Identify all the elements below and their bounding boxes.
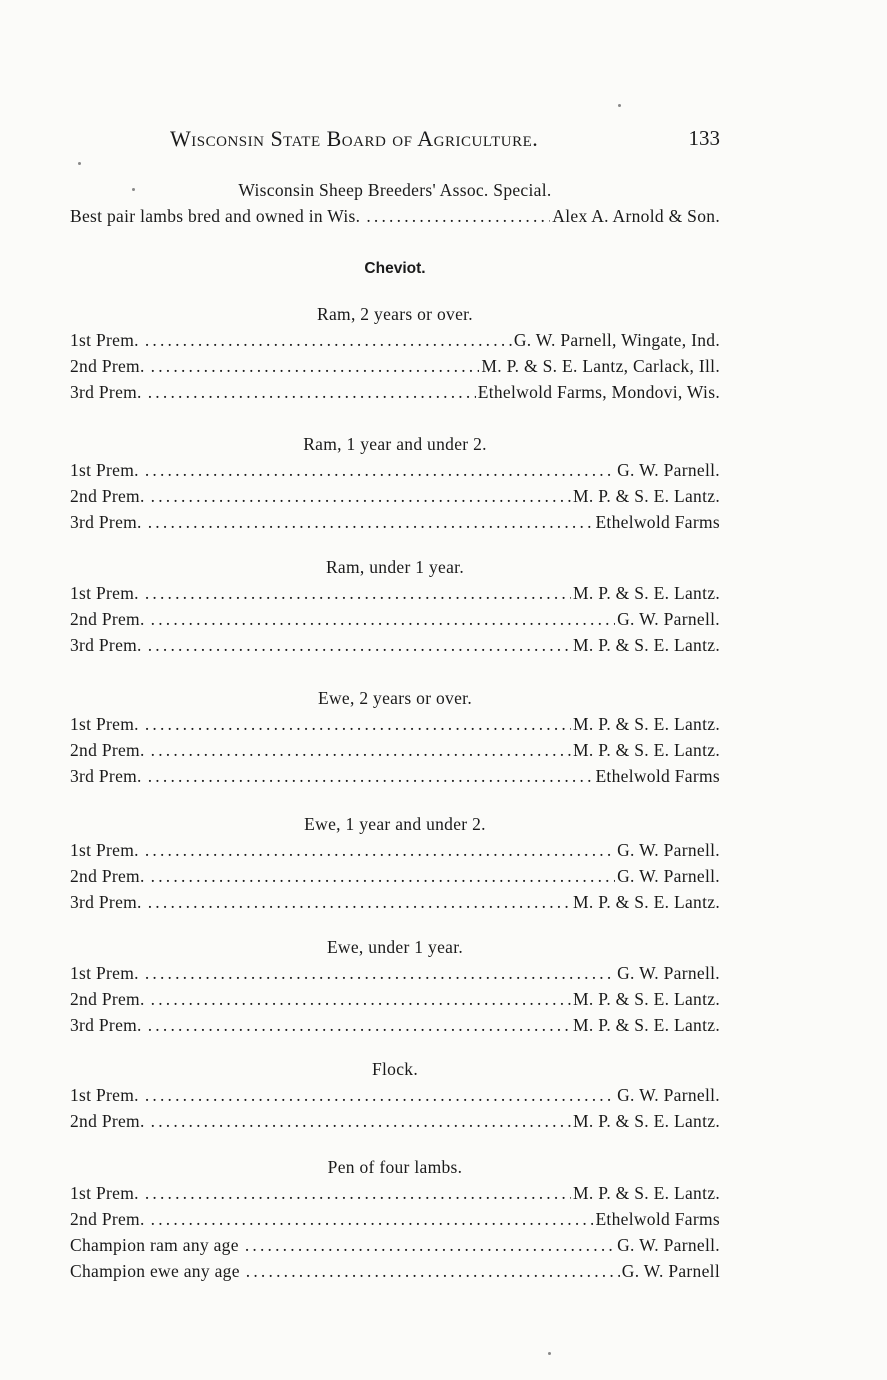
entry-label: 2nd Prem. <box>70 1209 145 1229</box>
entry-value: G. W. Parnell <box>621 1261 720 1281</box>
class-title: Ewe, 1 year and under 2. <box>304 814 486 834</box>
leader-dots <box>245 1235 615 1256</box>
entry-label: Champion ram any age <box>70 1235 239 1255</box>
entry-row <box>70 840 720 866</box>
leader-dots <box>145 840 615 861</box>
leader-dots <box>246 1261 620 1282</box>
entry-value: G. W. Parnell. <box>617 460 720 480</box>
entry-value: M. P. & S. E. Lantz. <box>573 740 720 760</box>
entry-value: Ethelwold Farms <box>595 766 720 786</box>
entry-row <box>70 1085 720 1111</box>
leader-dots <box>145 1085 615 1106</box>
class-title: Ram, under 1 year. <box>325 557 465 577</box>
leader-dots <box>151 1111 571 1132</box>
entry-label: 3rd Prem. <box>70 635 142 655</box>
entry-label: 1st Prem. <box>70 460 139 480</box>
entry-row <box>70 486 720 512</box>
entry-row <box>70 1209 720 1235</box>
page-number: 133 <box>688 126 720 150</box>
class-ewe-under-1 <box>70 937 720 1041</box>
entry-label: 2nd Prem. <box>70 609 145 629</box>
class-title: Pen of four lambs. <box>327 1157 463 1177</box>
entry-label: 1st Prem. <box>70 1085 139 1105</box>
leader-dots <box>151 356 480 377</box>
entry-row <box>70 714 720 740</box>
entry-value: M. P. & S. E. Lantz. <box>573 486 720 506</box>
entry-value: Alex A. Arnold & Son. <box>552 206 720 226</box>
entry-row <box>70 963 720 989</box>
leader-dots <box>148 766 594 787</box>
entry-label: 1st Prem. <box>70 583 139 603</box>
entry-label: Best pair lambs bred and owned in Wis. <box>70 206 361 226</box>
leader-dots <box>145 963 615 984</box>
leader-dots <box>148 382 476 403</box>
entry-value: M. P. & S. E. Lantz. <box>573 989 720 1009</box>
class-ram-2-years <box>70 304 720 408</box>
class-title: Flock. <box>371 1059 419 1079</box>
entry-row <box>70 460 720 486</box>
leader-dots <box>151 609 615 630</box>
entry-row <box>70 766 720 792</box>
leader-dots <box>145 583 571 604</box>
entry-label: 3rd Prem. <box>70 1015 142 1035</box>
speck-mark <box>132 188 135 191</box>
leader-dots <box>151 486 571 507</box>
entry-value: G. W. Parnell. <box>617 866 720 886</box>
entry-value: G. W. Parnell. <box>617 1085 720 1105</box>
entry-row <box>70 1183 720 1209</box>
entry-row <box>70 583 720 609</box>
special-heading: Wisconsin Sheep Breeders' Assoc. Special. <box>238 180 552 200</box>
entry-row <box>70 866 720 892</box>
leader-dots <box>145 1183 571 1204</box>
entry-label: 3rd Prem. <box>70 382 142 402</box>
entry-row <box>70 1261 720 1287</box>
entry-label: 1st Prem. <box>70 840 139 860</box>
entry-label: 2nd Prem. <box>70 356 145 376</box>
entry-row <box>70 1235 720 1261</box>
entry-value: M. P. & S. E. Lantz. <box>573 1111 720 1131</box>
class-title: Ram, 1 year and under 2. <box>303 434 487 454</box>
entry-value: M. P. & S. E. Lantz. <box>573 1183 720 1203</box>
leader-dots <box>148 1015 571 1036</box>
breed-heading <box>70 260 720 278</box>
entry-row <box>70 356 720 382</box>
leader-dots <box>151 1209 594 1230</box>
entry-value: G. W. Parnell, Wingate, Ind. <box>513 330 720 350</box>
breed-title: Cheviot. <box>364 260 426 277</box>
speck-mark <box>618 104 621 107</box>
leader-dots <box>148 635 571 656</box>
entry-label: 2nd Prem. <box>70 866 145 886</box>
special-entry <box>70 206 720 232</box>
entry-value: M. P. & S. E. Lantz. <box>573 583 720 603</box>
entry-row <box>70 512 720 538</box>
entry-label: 1st Prem. <box>70 963 139 983</box>
entry-row <box>70 1111 720 1137</box>
entry-label: 1st Prem. <box>70 714 139 734</box>
entry-label: 2nd Prem. <box>70 740 145 760</box>
entry-label: Champion ewe any age <box>70 1261 240 1281</box>
entry-row <box>70 609 720 635</box>
entry-value: G. W. Parnell. <box>617 840 720 860</box>
class-title: Ram, 2 years or over. <box>317 304 473 324</box>
class-title: Ewe, under 1 year. <box>326 937 464 957</box>
leader-dots <box>151 866 615 887</box>
leader-dots <box>151 740 571 761</box>
entry-label: 2nd Prem. <box>70 1111 145 1131</box>
running-head-title: Wisconsin State Board of Agriculture. <box>170 126 539 151</box>
entry-row <box>70 1015 720 1041</box>
entry-row <box>70 740 720 766</box>
entry-value: G. W. Parnell. <box>617 609 720 629</box>
leader-dots <box>145 330 512 351</box>
class-ewe-2-years <box>70 688 720 792</box>
entry-row <box>70 892 720 918</box>
leader-dots <box>148 512 594 533</box>
entry-value: M. P. & S. E. Lantz. <box>573 714 720 734</box>
entry-row <box>70 330 720 356</box>
leader-dots <box>148 892 571 913</box>
entry-value: Ethelwold Farms <box>595 1209 720 1229</box>
entry-value: M. P. & S. E. Lantz. <box>573 635 720 655</box>
entry-value: Ethelwold Farms, Mondovi, Wis. <box>477 382 720 402</box>
entry-value: M. P. & S. E. Lantz. <box>573 1015 720 1035</box>
entry-label: 2nd Prem. <box>70 989 145 1009</box>
entry-value: M. P. & S. E. Lantz. <box>573 892 720 912</box>
leader-dots <box>151 989 571 1010</box>
entry-value: Ethelwold Farms <box>595 512 720 532</box>
entry-label: 3rd Prem. <box>70 766 142 786</box>
speck-mark <box>548 1352 551 1355</box>
running-head <box>70 126 720 154</box>
class-flock <box>70 1059 720 1137</box>
entry-label: 1st Prem. <box>70 1183 139 1203</box>
entry-value: M. P. & S. E. Lantz, Carlack, Ill. <box>481 356 720 376</box>
leader-dots <box>145 460 615 481</box>
entry-row <box>70 989 720 1015</box>
entry-label: 3rd Prem. <box>70 512 142 532</box>
entry-label: 2nd Prem. <box>70 486 145 506</box>
speck-mark <box>78 162 81 165</box>
entry-value: G. W. Parnell. <box>617 1235 720 1255</box>
class-ram-1-year <box>70 434 720 538</box>
leader-dots <box>366 206 550 227</box>
class-ram-under-1 <box>70 557 720 661</box>
entry-row <box>70 635 720 661</box>
entry-row <box>70 382 720 408</box>
leader-dots <box>145 714 571 735</box>
entry-label: 1st Prem. <box>70 330 139 350</box>
entry-value: G. W. Parnell. <box>617 963 720 983</box>
class-ewe-1-year <box>70 814 720 918</box>
entry-label: 3rd Prem. <box>70 892 142 912</box>
class-title: Ewe, 2 years or over. <box>317 688 473 708</box>
special-section <box>70 180 720 232</box>
class-pen-of-four <box>70 1157 720 1287</box>
